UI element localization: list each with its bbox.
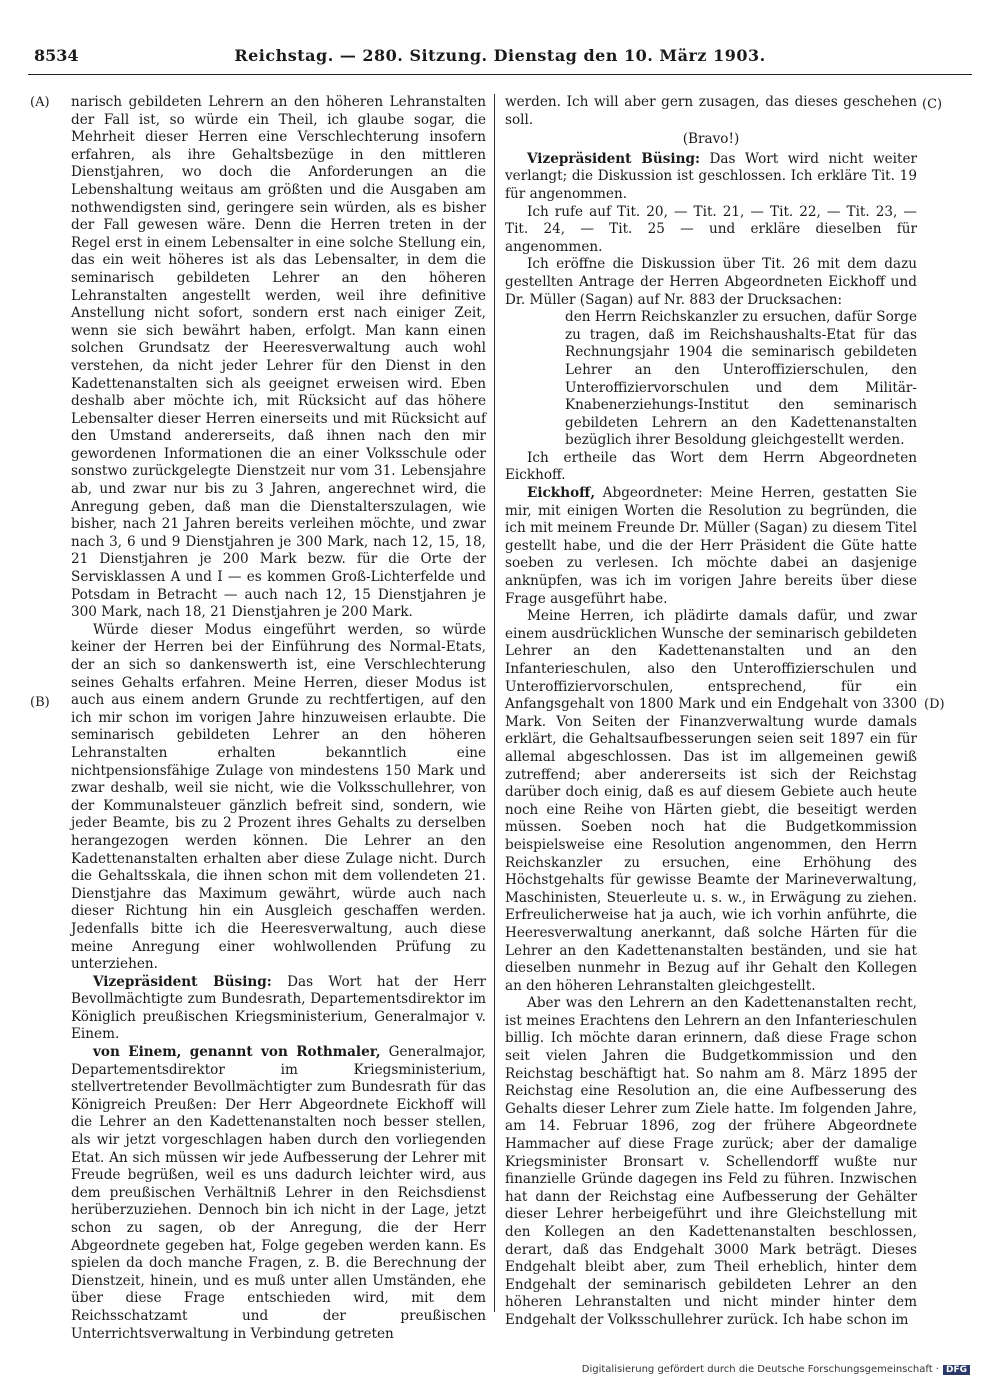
column-divider	[494, 94, 495, 1312]
margin-marker-a: (A)	[30, 95, 50, 110]
paragraph: narisch gebildeten Lehrern an den höheren Lehranstalten der Fall ist, so würde ein Theil, ich glaube sogar, die Mehrheit dieser Herren eine Verschlechterung insofern erfahren, als ihre Gehaltsbezüge in den mittleren Dienstjahren, wo doch die Anforderungen an die Lebenshaltung weitaus am größten und die Ausgaben am nothwendigsten sind, geringere sein würden, als es bisher der Fall gewesen wäre. Denn die Herren treten in der Regel erst in einem Lebensalter in eine solche Stellung ein, das ein weit höheres ist als das Lebensalter, in dem die seminarisch gebildeten Lehrer an den höheren Lehranstalten angestellt werden, weil ihre definitive Anstellung nicht sofort, sondern erst nach einiger Zeit, wenn sie sich bewährt haben, erfolgt. Man kann einen solchen Grundsatz der Heeresverwaltung auch wohl verstehen, da nicht jeder Lehrer für den Dienst in den Kadettenanstalten sich als geeignet erweisen wird. Eben deshalb aber möchte ich, mit Rücksicht auf das höhere Lebensalter dieser Herren einerseits und mit Rücksicht auf den Umstand andererseits, daß ihnen nach den mir gewordenen Informationen die an einer Volksschule oder sonstwo zurückgelegte Dienstzeit nur vom 31. Lebensjahre ab, und zwar nur bis zu 3 Jahren, angerechnet wird, die Anregung geben, daß man die Dienstalterszulagen, wie bisher, nach 21 Jahren bereits verleihen möchte, und zwar nach 3, 6 und 9 Dienstjahren je 300 Mark, nach 12, 15, 18, 21 Dienstjahren je 200 Mark bezw. für die Orte der Servisklassen A und I — es kommen Groß-Lichterfelde und Potsdam in Betracht — auch nach 12, 15 Dienstjahren je 300 Mark, nach 18, 21 Dienstjahren je 200 Mark.	[71, 94, 486, 621]
paragraph: Ich rufe auf Tit. 20, — Tit. 21, — Tit. 22, — Tit. 23, — Tit. 24, — Tit. 25 — und erkläre dieselben für angenommen.	[505, 203, 917, 255]
speech-paragraph	[71, 1044, 486, 1343]
margin-marker-b: (B)	[30, 695, 50, 710]
margin-marker-d: (D)	[924, 697, 945, 712]
footer-text: Digitalisierung gefördert durch die Deutsche Forschungsgemeinschaft ·	[581, 1364, 939, 1375]
speaker-name: Vizepräsident Büsing:	[93, 973, 272, 990]
margin-marker-c: (C)	[922, 97, 943, 112]
speech-text: Generalmajor, Departementsdirektor im Kriegsministerium, stellvertretender Bevollmächtigter zum Bundesrath für das Königreich Preußen: Der Herr Abgeordnete Eickhoff will die Lehrer an den Kadettenanstalten noch besser stellen, als wir jetzt vorgeschlagen haben durch den vorliegenden Etat. An sich müssen wir jede Aufbesserung der Lehrer mit Freude begrüßen, weil es uns dadurch leichter wird, aus dem preußischen Verhältniß Lehrer in den Reichsdienst herüberzuziehen. Dennoch bin ich nicht in der Lage, jetzt schon zu sagen, ob der Anregung, die der Herr Abgeordnete gegeben hat, Folge gegeben werden kann. Es spielen da doch manche Fragen, z. B. die Berechnung der Dienstzeit, hinein, und es muß unter allen Umständen, ehe über diese Frage entschieden wird, mit dem Reichsschatzamt und der preußischen Unterrichtsverwaltung in Verbindung getreten	[71, 1044, 486, 1342]
interjection: (Bravo!)	[682, 131, 740, 148]
speech-paragraph	[505, 151, 917, 204]
speech-text: Das Wort hat der Herr Bevollmächtigte zum Bundesrath, Departementsdirektor im Königlich preußischen Kriegsministerium, Generalmajor v. Einem.	[71, 973, 486, 1043]
paragraph: Aber was den Lehrern an den Kadettenanstalten recht, ist meines Erachtens den Lehrern an den Infanterieschulen billig. Ich möchte daran erinnern, daß diese Frage schon seit vielen Jahren die Budgetkommission und den Reichstag beschäftigt hat. So nahm am 8. März 1895 der Reichstag eine Resolution an, die eine Aufbesserung des Gehalts dieser Lehrer zum Ziele hatte. Im folgenden Jahre, am 14. Februar 1896, zog der frühere Abgeordnete Hammacher auf diese Frage zurück; aber der damalige Kriegsminister Bronsart v. Schellendorff wußte nur finanzielle Gründe dagegen ins Feld zu führen. Inzwischen hat dann der Reichstag eine Aufbesserung der Gehälter dieser Lehrer herbeigeführt und ihre Gleichstellung mit den Kollegen an den Kadettenanstalten beschlossen, derart, daß das Endgehalt 3000 Mark beträgt. Dieses Endgehalt bleibt aber, zum Theil erheblich, hinter dem Endgehalt der seminarisch gebildeten Lehrer an den höheren Lehranstalten und nicht minder hinter dem Endgehalt der Volksschullehrer zurück. Ich habe schon im	[505, 995, 917, 1328]
paragraph: Ich eröffne die Diskussion über Tit. 26 mit dem dazu gestellten Antrage der Herren Abgeordneten Eickhoff und Dr. Müller (Sagan) auf Nr. 883 der Drucksachen:	[505, 256, 917, 308]
page-title: Reichstag. — 280. Sitzung. Dienstag den 10. März 1903.	[234, 46, 766, 65]
speech-text: Das Wort wird nicht weiter verlangt; die Diskussion ist geschlossen. Ich erkläre Tit. 19 für angenommen.	[505, 150, 917, 202]
speaker-name: Eickhoff,	[527, 485, 596, 502]
motion-text: den Herrn Reichskanzler zu ersuchen, dafür Sorge zu tragen, daß im Reichshaushalts-Etat für das Rechnungsjahr 1904 die seminarisch gebildeten Lehrer an den Unteroffizierschulen, den Unteroffiziervorschulen und dem Militär-Knabenerziehungs-Institut den seminarisch gebildeten Lehrern an den Kadettenanstalten bezüglich ihrer Besoldung gleichgestellt werden.	[565, 309, 917, 449]
paragraph: werden. Ich will aber gern zusagen, das dieses geschehen soll.	[505, 94, 917, 128]
dfg-logo: DFG	[943, 1365, 970, 1375]
speech-paragraph	[505, 485, 917, 608]
speech-paragraph	[71, 974, 486, 1044]
right-column	[505, 94, 917, 1328]
speaker-name: Vizepräsident Büsing:	[527, 150, 700, 167]
speech-text: Abgeordneter: Meine Herren, gestatten Sie mir, mit einigen Worten die Resolution zu begründen, die ich mit meinem Freunde Dr. Müller (Sagan) zu diesem Titel gestellt habe, und die der Herr Präsident die Güte hatte soeben zu verlesen. Ich möchte dabei an dasjenige anknüpfen, was ich im vorigen Jahre bereits über diese Frage ausgeführt habe.	[505, 485, 917, 607]
paragraph: Meine Herren, ich plädirte damals dafür, und zwar einem ausdrücklichen Wunsche der seminarisch gebildeten Lehrer an den Kadettenanstalten und an den Infanterieschulen, also den Unteroffizierschulen und Unteroffiziervorschulen, entsprechend, für ein Anfangsgehalt von 1800 Mark und ein Endgehalt von 3300 Mark. Von Seiten der Finanzverwaltung wurde damals erklärt, die Gehaltsaufbesserungen seien seit 1897 ein für allemal abgeschlossen. Das ist im allgemeinen gewiß zutreffend; aber andererseits ist sich der Reichstag darüber doch einig, daß es auf diesem Gebiete auch heute noch eine Reihe von Härten giebt, die beseitigt werden müssen. Soeben noch hat die Budgetkommission beispielsweise eine Resolution angenommen, den Herrn Reichskanzler zu ersuchen, eine Erhöhung des Höchstgehalts für gewisse Beamte der Marineverwaltung, Maschinisten, Steuerleute u. s. w., in Erwägung zu ziehen. Erfreulicherweise hat ja auch, wie ich vorhin anführte, die Heeresverwaltung anerkannt, daß solche Härten für die Lehrer an den Kadettenanstalten beständen, und sie hat dieselben nunmehr in Bezug auf ihr Gehalt den Kollegen an den höheren Lehranstalten gleichgestellt.	[505, 608, 917, 994]
paragraph: Würde dieser Modus eingeführt werden, so würde keiner der Herren bei der Einführung des Normal-Etats, der an sich so dankenswerth ist, eine Verschlechterung seines Gehalts erfahren. Meine Herren, dieser Modus ist auch aus einem andern Grunde zu rechtfertigen, auf den ich mir schon im vorigen Jahre hinzuweisen erlaubte. Die seminarisch gebildeten Lehrer an den höheren Lehranstalten erhalten bekanntlich eine nichtpensionsfähige Zulage von mindestens 150 Mark und zwar deshalb, weil sie nicht, wie die Volksschullehrer, von der Kommunalsteuer gänzlich befreit sind, sondern, wie jeder Beamte, bis zu 2 Prozent ihres Gehalts zu derselben herangezogen werden können. Die Lehrer an den Kadettenanstalten erhalten aber diese Zulage nicht. Durch die Gehaltsskala, die ihnen schon mit dem vollendeten 21. Dienstjahre das Maximum gewährt, würde auch nach dieser Richtung hin ein Ausgleich geschaffen werden. Jedenfalls bitte ich die Heeresverwaltung, auch diese meine Anregung einer wohlwollenden Prüfung zu unterziehen.	[71, 621, 486, 973]
speaker-name: von Einem, genannt von Rothmaler,	[93, 1044, 381, 1061]
paragraph: Ich ertheile das Wort dem Herrn Abgeordneten Eickhoff.	[505, 449, 917, 484]
page-header	[28, 44, 972, 75]
page-number: 8534	[34, 46, 79, 65]
left-column	[71, 94, 486, 1342]
footer-credit	[582, 1364, 970, 1375]
